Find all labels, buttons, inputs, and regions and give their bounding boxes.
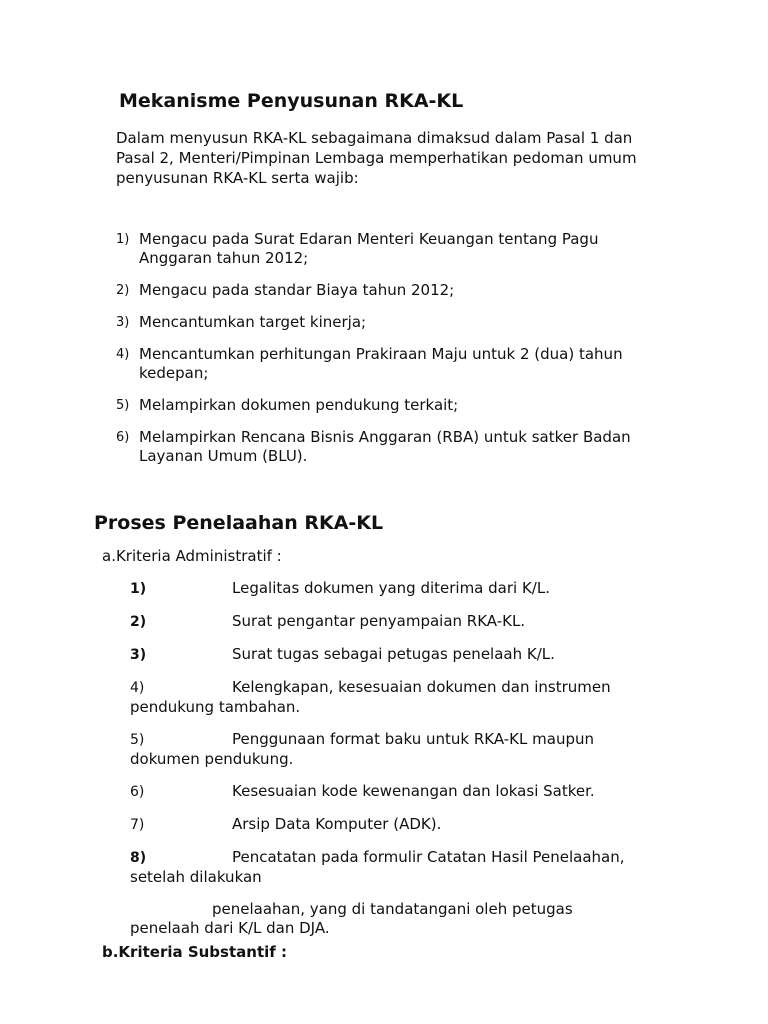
list-number: 1) <box>116 232 130 247</box>
intro-line: Dalam menyusun RKA-KL sebagaimana dimaksud dalam Pasal 1 dan <box>116 129 633 147</box>
criteria-number: 7) <box>130 817 145 833</box>
requirements-list <box>116 230 676 479</box>
criteria-text: Surat tugas sebagai petugas penelaah K/L. <box>232 645 555 663</box>
subheading-administratif: a.Kriteria Administratif : <box>102 547 282 565</box>
criteria-text: Penggunaan format baku untuk RKA-KL maupun <box>232 730 594 748</box>
list-number: 2) <box>116 283 130 298</box>
list-text: kedepan; <box>139 364 209 382</box>
list-number: 6) <box>116 430 130 445</box>
criteria-number: 5) <box>130 732 145 748</box>
intro-line: Pasal 2, Menteri/Pimpinan Lembaga memperhatikan pedoman umum <box>116 149 637 167</box>
criteria-item <box>130 645 650 665</box>
list-text: Layanan Umum (BLU). <box>139 447 308 465</box>
criteria-number: 4) <box>130 680 145 696</box>
section1-title: Mekanisme Penyusunan RKA-KL <box>119 90 464 112</box>
criteria-text: Kelengkapan, kesesuaian dokumen dan instrumen <box>232 678 611 696</box>
list-item <box>116 345 676 383</box>
criteria-item <box>130 782 650 802</box>
criteria-text-continued: pendukung tambahan. <box>130 698 301 716</box>
list-text: Melampirkan dokumen pendukung terkait; <box>139 396 459 414</box>
criteria-text: Kesesuaian kode kewenangan dan lokasi Satker. <box>232 782 595 800</box>
criteria-number: 6) <box>130 784 145 800</box>
criteria-text-continued: penelaah dari K/L dan DJA. <box>130 919 330 937</box>
list-item <box>116 230 676 268</box>
criteria-item <box>130 848 650 938</box>
criteria-item <box>130 579 650 599</box>
list-text: Mengacu pada Surat Edaran Menteri Keuangan tentang Pagu <box>139 230 599 248</box>
criteria-item <box>130 678 650 717</box>
section1-intro <box>116 128 716 188</box>
criteria-text: Pencatatan pada formulir Catatan Hasil Penelaahan, <box>232 848 625 866</box>
subheading-substantif: b.Kriteria Substantif : <box>102 943 288 961</box>
list-number: 4) <box>116 347 130 362</box>
list-number: 5) <box>116 398 130 413</box>
list-number: 3) <box>116 315 130 330</box>
criteria-number: 1) <box>130 581 147 597</box>
criteria-item <box>130 612 650 632</box>
list-text: Anggaran tahun 2012; <box>139 249 309 267</box>
list-item <box>116 281 676 300</box>
section2-title: Proses Penelaahan RKA-KL <box>94 512 384 534</box>
intro-line: penyusunan RKA-KL serta wajib: <box>116 169 359 187</box>
criteria-text: Surat pengantar penyampaian RKA-KL. <box>232 612 526 630</box>
criteria-text-continued: penelaahan, yang di tandatangani oleh petugas <box>212 900 573 918</box>
list-item <box>116 428 676 466</box>
criteria-text: Legalitas dokumen yang diterima dari K/L. <box>232 579 550 597</box>
criteria-text: Arsip Data Komputer (ADK). <box>232 815 442 833</box>
administrative-criteria-list <box>130 579 650 951</box>
criteria-number: 2) <box>130 614 147 630</box>
criteria-text-continued: setelah dilakukan <box>130 868 262 886</box>
list-text: Mencantumkan perhitungan Prakiraan Maju untuk 2 (dua) tahun <box>139 345 623 363</box>
list-text: Melampirkan Rencana Bisnis Anggaran (RBA) untuk satker Badan <box>139 428 631 446</box>
criteria-number: 8) <box>130 850 147 866</box>
criteria-text-continued: dokumen pendukung. <box>130 750 294 768</box>
criteria-item <box>130 815 650 835</box>
criteria-number: 3) <box>130 647 147 663</box>
list-item <box>116 313 676 332</box>
criteria-item <box>130 730 650 769</box>
list-item <box>116 396 676 415</box>
list-text: Mencantumkan target kinerja; <box>139 313 367 331</box>
list-text: Mengacu pada standar Biaya tahun 2012; <box>139 281 455 299</box>
